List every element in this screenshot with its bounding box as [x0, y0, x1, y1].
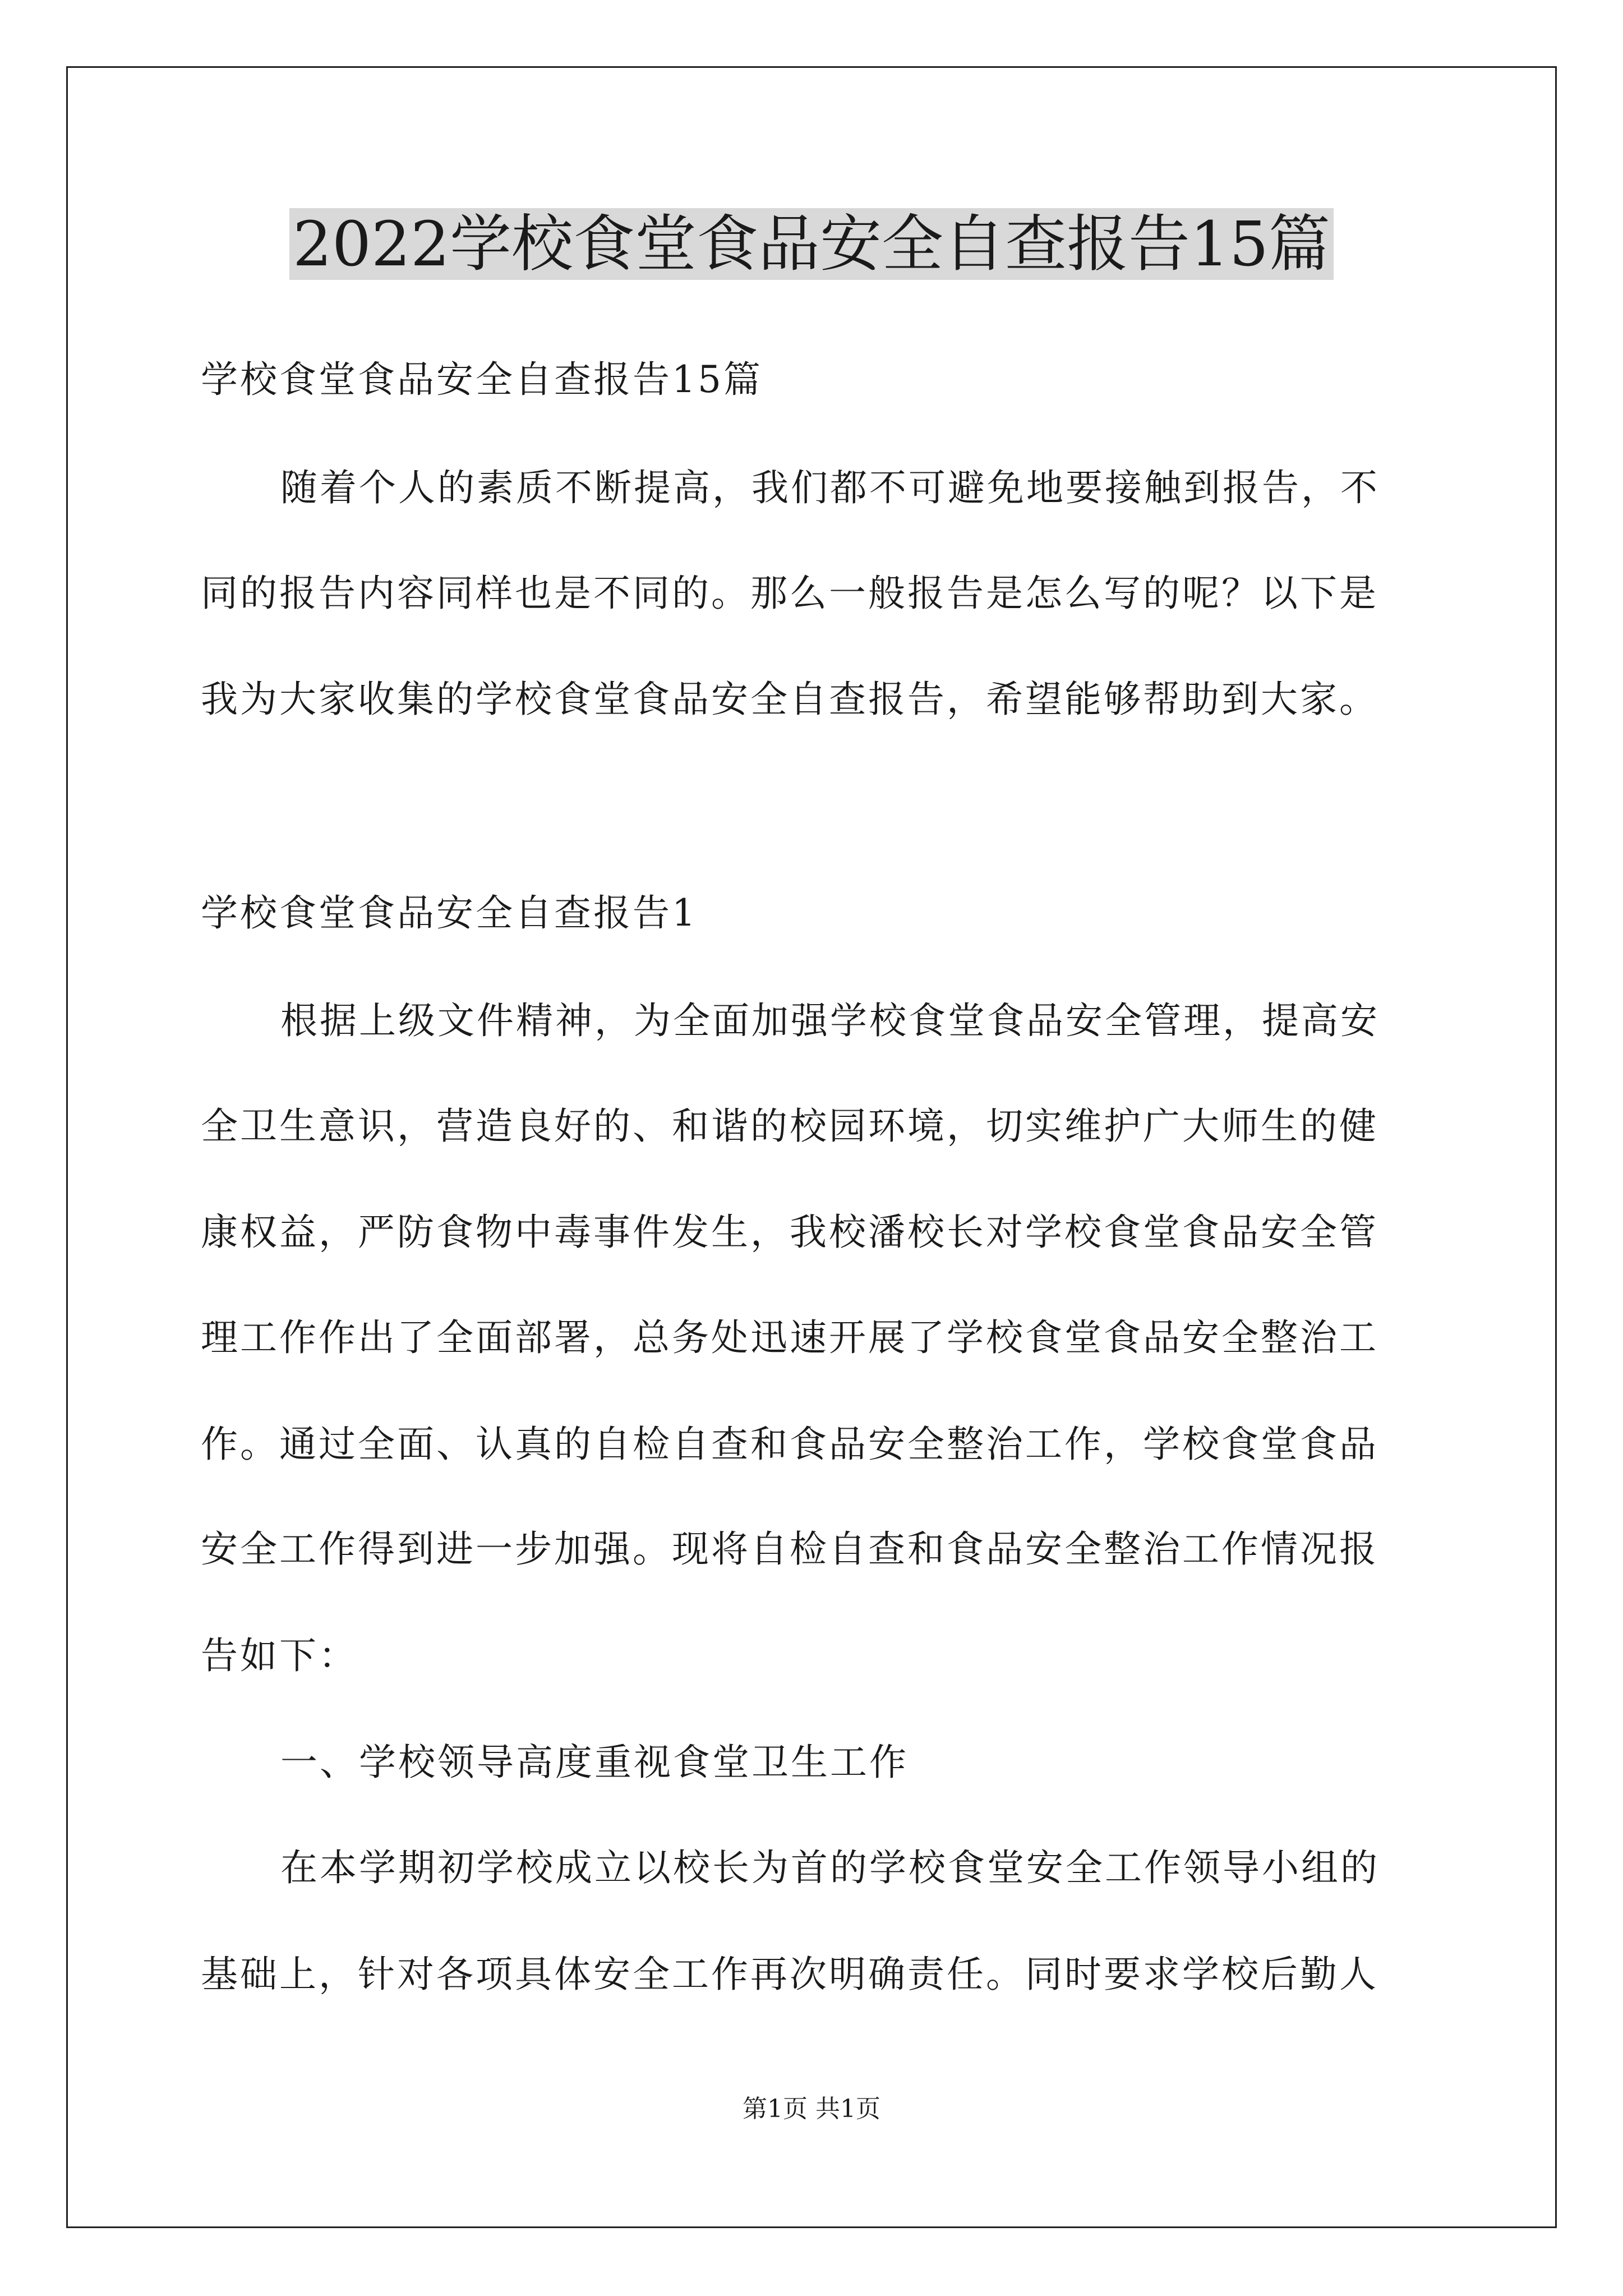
para2-line-2: 基础上，针对各项具体安全工作再次明确责任。同时要求学校后勤人	[201, 1953, 1378, 1996]
document-title	[0, 202, 1623, 286]
body-line-2: 全卫生意识，营造良好的、和谐的校园环境，切实维护广大师生的健	[201, 1105, 1378, 1148]
page-footer: 第1页 共1页	[743, 2095, 880, 2123]
body-line-6: 安全工作得到进一步加强。现将自检自查和食品安全整治工作情况报	[201, 1527, 1378, 1571]
subtitle: 学校食堂食品安全自查报告15篇	[201, 358, 763, 401]
section-heading: 学校食堂食品安全自查报告1	[201, 891, 698, 935]
body-line-4: 理工作作出了全面部署，总务处迅速开展了学校食堂食品安全整治工	[201, 1316, 1378, 1359]
subheading: 一、学校领导高度重视食堂卫生工作	[280, 1741, 909, 1784]
body-line-5: 作。通过全面、认真的自检自查和食品安全整治工作，学校食堂食品	[201, 1423, 1378, 1466]
intro-line-1: 随着个人的素质不断提高，我们都不可避免地要接触到报告，不	[280, 466, 1380, 509]
intro-line-2: 同的报告内容同样也是不同的。那么一般报告是怎么写的呢？以下是	[201, 572, 1378, 615]
body-line-3: 康权益，严防食物中毒事件发生，我校潘校长对学校食堂食品安全管	[201, 1211, 1378, 1254]
body-line-7: 告如下：	[201, 1634, 358, 1677]
para2-line-1: 在本学期初学校成立以校长为首的学校食堂安全工作领导小组的	[280, 1846, 1380, 1889]
body-line-1: 根据上级文件精神，为全面加强学校食堂食品安全管理，提高安	[280, 999, 1380, 1042]
intro-line-3: 我为大家收集的学校食堂食品安全自查报告，希望能够帮助到大家。	[201, 678, 1378, 721]
document-title-text: 2022学校食堂食品安全自查报告15篇	[289, 208, 1334, 280]
